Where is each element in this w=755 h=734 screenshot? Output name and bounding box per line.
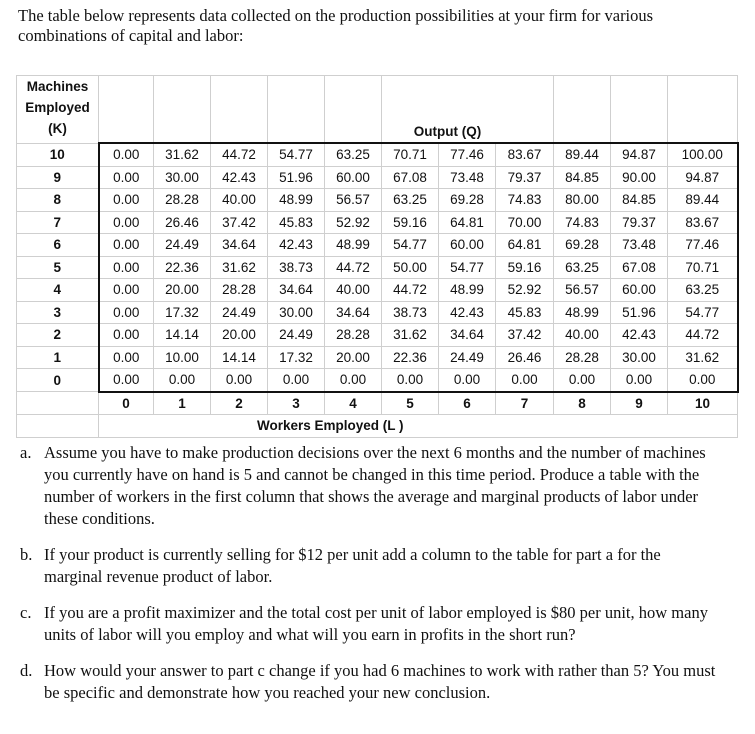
output-cell: 34.64	[325, 301, 382, 324]
output-cell: 90.00	[611, 166, 668, 189]
output-header: Output (Q)	[413, 124, 482, 139]
output-cell: 70.71	[382, 143, 439, 166]
data-row	[17, 279, 738, 302]
output-cell: 26.46	[154, 211, 211, 234]
output-cell: 79.37	[496, 166, 554, 189]
output-cell: 24.49	[439, 346, 496, 369]
output-cell: 20.00	[325, 346, 382, 369]
output-cell: 67.08	[382, 166, 439, 189]
output-cell: 34.64	[268, 279, 325, 302]
output-cell: 80.00	[554, 189, 611, 212]
output-cell: 28.28	[325, 324, 382, 347]
output-cell: 79.37	[611, 211, 668, 234]
output-cell: 0.00	[668, 369, 738, 392]
output-cell: 51.96	[268, 166, 325, 189]
output-cell: 100.00	[668, 143, 738, 166]
output-cell: 30.00	[154, 166, 211, 189]
output-cell: 77.46	[439, 143, 496, 166]
question-c	[20, 602, 720, 646]
output-cell: 0.00	[99, 234, 154, 257]
output-cell: 26.46	[496, 346, 554, 369]
output-cell: 69.28	[554, 234, 611, 257]
output-cell: 56.57	[554, 279, 611, 302]
question-text: How would your answer to part c change if you had 6 machines to work with rather than 5? You must be specific and demonstrate how you reached your new conclusion.	[44, 661, 716, 702]
output-cell: 40.00	[325, 279, 382, 302]
output-cell: 52.92	[496, 279, 554, 302]
output-cell: 63.25	[668, 279, 738, 302]
output-cell: 89.44	[554, 143, 611, 166]
data-row	[17, 301, 738, 324]
output-cell: 69.28	[439, 189, 496, 212]
output-cell: 67.08	[611, 256, 668, 279]
output-cell: 28.28	[211, 279, 268, 302]
output-cell: 60.00	[611, 279, 668, 302]
output-cell: 22.36	[154, 256, 211, 279]
questions-list	[20, 442, 720, 718]
labor-value: 7	[496, 392, 554, 415]
question-letter: a.	[20, 443, 32, 462]
k-value: 6	[17, 234, 99, 257]
output-cell: 59.16	[496, 256, 554, 279]
intro-text: The table below represents data collected on the production possibilities at your firm for various combinations of capital and labor:	[18, 6, 654, 45]
output-cell: 60.00	[439, 234, 496, 257]
output-cell: 0.00	[211, 369, 268, 392]
output-cell: 0.00	[325, 369, 382, 392]
output-cell: 60.00	[325, 166, 382, 189]
output-cell: 74.83	[496, 189, 554, 212]
output-cell: 45.83	[496, 301, 554, 324]
output-cell: 28.28	[154, 189, 211, 212]
output-cell: 17.32	[154, 301, 211, 324]
data-row	[17, 256, 738, 279]
output-cell: 0.00	[99, 346, 154, 369]
output-cell: 83.67	[668, 211, 738, 234]
output-cell: 84.85	[554, 166, 611, 189]
output-cell: 0.00	[99, 166, 154, 189]
question-text: If you are a profit maximizer and the total cost per unit of labor employed is $80 per unit, how many units of labor will you employ and what will you earn in profits in the short run?	[44, 603, 708, 644]
output-cell: 17.32	[268, 346, 325, 369]
labor-value: 3	[268, 392, 325, 415]
output-cell: 48.99	[325, 234, 382, 257]
data-row	[17, 234, 738, 257]
data-row	[17, 324, 738, 347]
k-header-line-1: Machines	[26, 79, 89, 94]
output-cell: 63.25	[382, 189, 439, 212]
labor-row	[17, 392, 738, 415]
output-cell: 54.77	[439, 256, 496, 279]
output-cell: 77.46	[668, 234, 738, 257]
k-value: 10	[17, 143, 99, 166]
output-cell: 0.00	[439, 369, 496, 392]
output-cell: 84.85	[611, 189, 668, 212]
output-cell: 31.62	[668, 346, 738, 369]
question-letter: c.	[20, 603, 32, 622]
output-cell: 89.44	[668, 189, 738, 212]
output-cell: 24.49	[154, 234, 211, 257]
output-cell: 45.83	[268, 211, 325, 234]
question-d	[20, 660, 720, 704]
output-cell: 70.71	[668, 256, 738, 279]
output-cell: 44.72	[325, 256, 382, 279]
labor-value: 5	[382, 392, 439, 415]
output-cell: 51.96	[611, 301, 668, 324]
question-a	[20, 442, 720, 530]
output-cell: 73.48	[611, 234, 668, 257]
output-cell: 31.62	[211, 256, 268, 279]
output-cell: 14.14	[211, 346, 268, 369]
output-cell: 0.00	[99, 256, 154, 279]
output-cell: 44.72	[668, 324, 738, 347]
data-row	[17, 166, 738, 189]
output-cell: 64.81	[439, 211, 496, 234]
output-cell: 37.42	[211, 211, 268, 234]
output-cell: 0.00	[99, 189, 154, 212]
question-letter: d.	[20, 661, 33, 680]
output-cell: 54.77	[268, 143, 325, 166]
output-cell: 31.62	[154, 143, 211, 166]
output-header-cell	[382, 76, 554, 144]
header-row	[17, 76, 738, 144]
labor-value: 6	[439, 392, 496, 415]
k-header	[17, 76, 99, 144]
output-cell: 20.00	[154, 279, 211, 302]
output-cell: 44.72	[382, 279, 439, 302]
output-cell: 38.73	[382, 301, 439, 324]
output-cell: 94.87	[611, 143, 668, 166]
k-value: 8	[17, 189, 99, 212]
output-cell: 0.00	[99, 301, 154, 324]
output-cell: 42.43	[268, 234, 325, 257]
output-cell: 48.99	[439, 279, 496, 302]
output-cell: 42.43	[439, 301, 496, 324]
output-cell: 54.77	[668, 301, 738, 324]
output-cell: 22.36	[382, 346, 439, 369]
k-value: 4	[17, 279, 99, 302]
output-cell: 48.99	[268, 189, 325, 212]
output-cell: 0.00	[99, 279, 154, 302]
workers-label: Workers Employed (L )	[99, 415, 738, 438]
data-row	[17, 143, 738, 166]
k-header-line-3: (K)	[48, 121, 67, 136]
output-cell: 42.43	[211, 166, 268, 189]
output-cell: 63.25	[554, 256, 611, 279]
k-value: 0	[17, 369, 99, 392]
output-cell: 48.99	[554, 301, 611, 324]
workers-label-row	[17, 415, 738, 438]
output-cell: 0.00	[154, 369, 211, 392]
output-cell: 30.00	[611, 346, 668, 369]
output-cell: 0.00	[496, 369, 554, 392]
question-b	[20, 544, 720, 588]
k-value: 5	[17, 256, 99, 279]
labor-value: 4	[325, 392, 382, 415]
output-cell: 0.00	[99, 143, 154, 166]
labor-value: 10	[668, 392, 738, 415]
output-cell: 10.00	[154, 346, 211, 369]
output-cell: 38.73	[268, 256, 325, 279]
data-row	[17, 211, 738, 234]
output-cell: 40.00	[211, 189, 268, 212]
output-cell: 34.64	[439, 324, 496, 347]
output-cell: 56.57	[325, 189, 382, 212]
output-cell: 31.62	[382, 324, 439, 347]
output-cell: 37.42	[496, 324, 554, 347]
output-cell: 24.49	[211, 301, 268, 324]
k-value: 1	[17, 346, 99, 369]
question-text: If your product is currently selling for $12 per unit add a column to the table for part a for the marginal revenue product of labor.	[44, 545, 661, 586]
labor-value: 8	[554, 392, 611, 415]
output-cell: 0.00	[99, 211, 154, 234]
output-cell: 94.87	[668, 166, 738, 189]
output-cell: 20.00	[211, 324, 268, 347]
labor-value: 9	[611, 392, 668, 415]
output-cell: 14.14	[154, 324, 211, 347]
output-cell: 74.83	[554, 211, 611, 234]
output-cell: 0.00	[382, 369, 439, 392]
data-row	[17, 369, 738, 392]
output-cell: 24.49	[268, 324, 325, 347]
production-table-container	[16, 75, 737, 434]
output-cell: 0.00	[268, 369, 325, 392]
output-cell: 73.48	[439, 166, 496, 189]
k-value: 3	[17, 301, 99, 324]
output-cell: 0.00	[99, 324, 154, 347]
production-table	[16, 75, 739, 438]
output-cell: 42.43	[611, 324, 668, 347]
output-cell: 50.00	[382, 256, 439, 279]
labor-value: 2	[211, 392, 268, 415]
output-cell: 52.92	[325, 211, 382, 234]
output-cell: 0.00	[611, 369, 668, 392]
output-cell: 30.00	[268, 301, 325, 324]
question-letter: b.	[20, 545, 33, 564]
output-cell: 54.77	[382, 234, 439, 257]
output-cell: 0.00	[99, 369, 154, 392]
output-cell: 40.00	[554, 324, 611, 347]
output-cell: 0.00	[554, 369, 611, 392]
question-text: Assume you have to make production decisions over the next 6 months and the number of machines you currently have on hand is 5 and cannot be changed in this time period. Produce a table with the number of workers in the first column that shows the average and marginal products of labor under these conditions.	[44, 443, 706, 528]
output-cell: 70.00	[496, 211, 554, 234]
labor-value: 1	[154, 392, 211, 415]
k-header-line-2: Employed	[25, 100, 90, 115]
output-cell: 34.64	[211, 234, 268, 257]
output-cell: 63.25	[325, 143, 382, 166]
output-cell: 28.28	[554, 346, 611, 369]
output-cell: 59.16	[382, 211, 439, 234]
data-row	[17, 346, 738, 369]
output-cell: 44.72	[211, 143, 268, 166]
k-value: 2	[17, 324, 99, 347]
labor-value: 0	[99, 392, 154, 415]
k-value: 7	[17, 211, 99, 234]
k-value: 9	[17, 166, 99, 189]
output-cell: 64.81	[496, 234, 554, 257]
data-row	[17, 189, 738, 212]
output-cell: 83.67	[496, 143, 554, 166]
